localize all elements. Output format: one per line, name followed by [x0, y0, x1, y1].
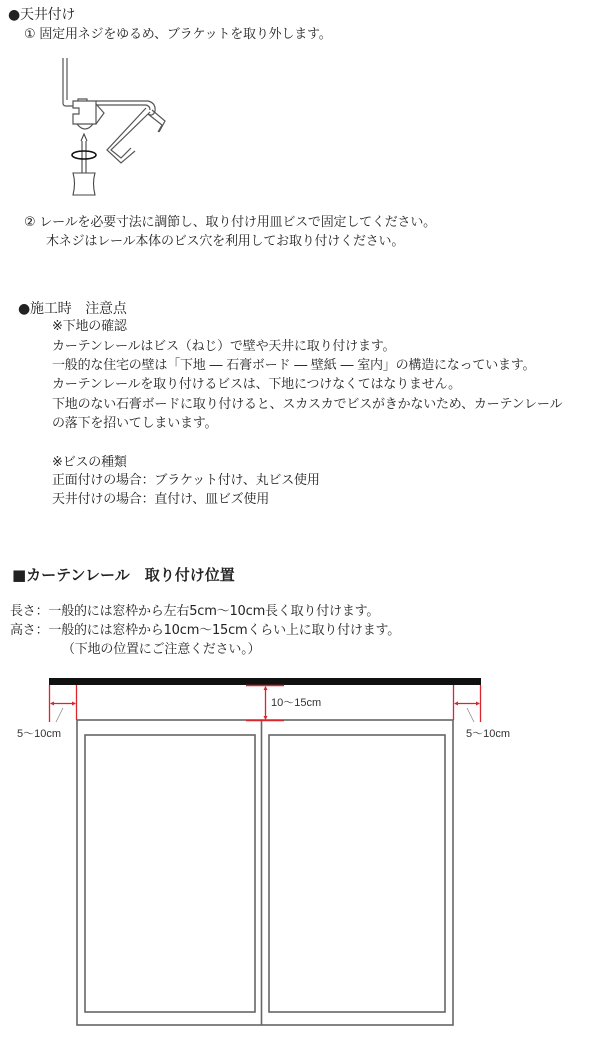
left-sash	[85, 735, 255, 1012]
ceiling-step-2-line-2: 木ネジはレール本体のビス穴を利用してお取り付けください。	[46, 234, 405, 249]
dimension-lines	[50, 685, 481, 722]
height-above-frame-label: 10～15cm	[271, 697, 322, 709]
curtain-rail	[49, 678, 481, 685]
caution-screw-type-line: 正面付けの場合：ブラケット付け、丸ビス使用	[52, 473, 320, 488]
caution-substrate-line: 一般的な住宅の壁は「下地 ― 石膏ボード ― 壁紙 ― 室内」の構造になっています。	[52, 358, 536, 373]
position-heading: ■カーテンレール 取り付け位置	[12, 566, 235, 584]
position-note: （下地の位置にご注意ください。）	[62, 642, 261, 657]
ceiling-step-2-line-1: ② レールを必要寸法に調節し、取り付け用皿ビスで固定してください。	[24, 215, 436, 230]
caution-substrate-title: ※下地の確認	[52, 319, 127, 334]
caution-substrate-line: 下地のない石膏ボードに取り付けると、スカスカでビスがきかないため、カーテンレール	[52, 397, 563, 412]
caution-screw-type-line: 天井付けの場合：直付け、皿ビズ使用	[52, 492, 270, 507]
caution-heading: ●施工時 注意点	[18, 301, 127, 317]
right-overhang-label: 5～10cm	[466, 728, 511, 740]
caution-substrate-line: カーテンレールを取り付けるビスは、下地につけなくてはなりません。	[52, 377, 461, 392]
caution-substrate-line: カーテンレールはビス（ねじ）で壁や天井に取り付けます。	[52, 339, 396, 354]
ceiling-step-1: ① 固定用ネジをゆるめ、ブラケットを取り外します。	[24, 27, 332, 42]
left-overhang-label: 5～10cm	[17, 728, 62, 740]
ceiling-mount-heading: ●天井付け	[8, 7, 76, 23]
caution-substrate-line: の落下を招いてしまいます。	[52, 416, 218, 431]
caution-screw-types-title: ※ビスの種類	[52, 455, 127, 470]
position-height-line: 高さ：一般的には窓枠から10cm～15cmくらい上に取り付けます。	[10, 623, 401, 638]
position-length-line: 長さ：一般的には窓枠から左右5cm～10cm長く取り付けます。	[10, 604, 380, 619]
window-frame	[77, 720, 453, 1025]
right-sash	[269, 735, 445, 1012]
